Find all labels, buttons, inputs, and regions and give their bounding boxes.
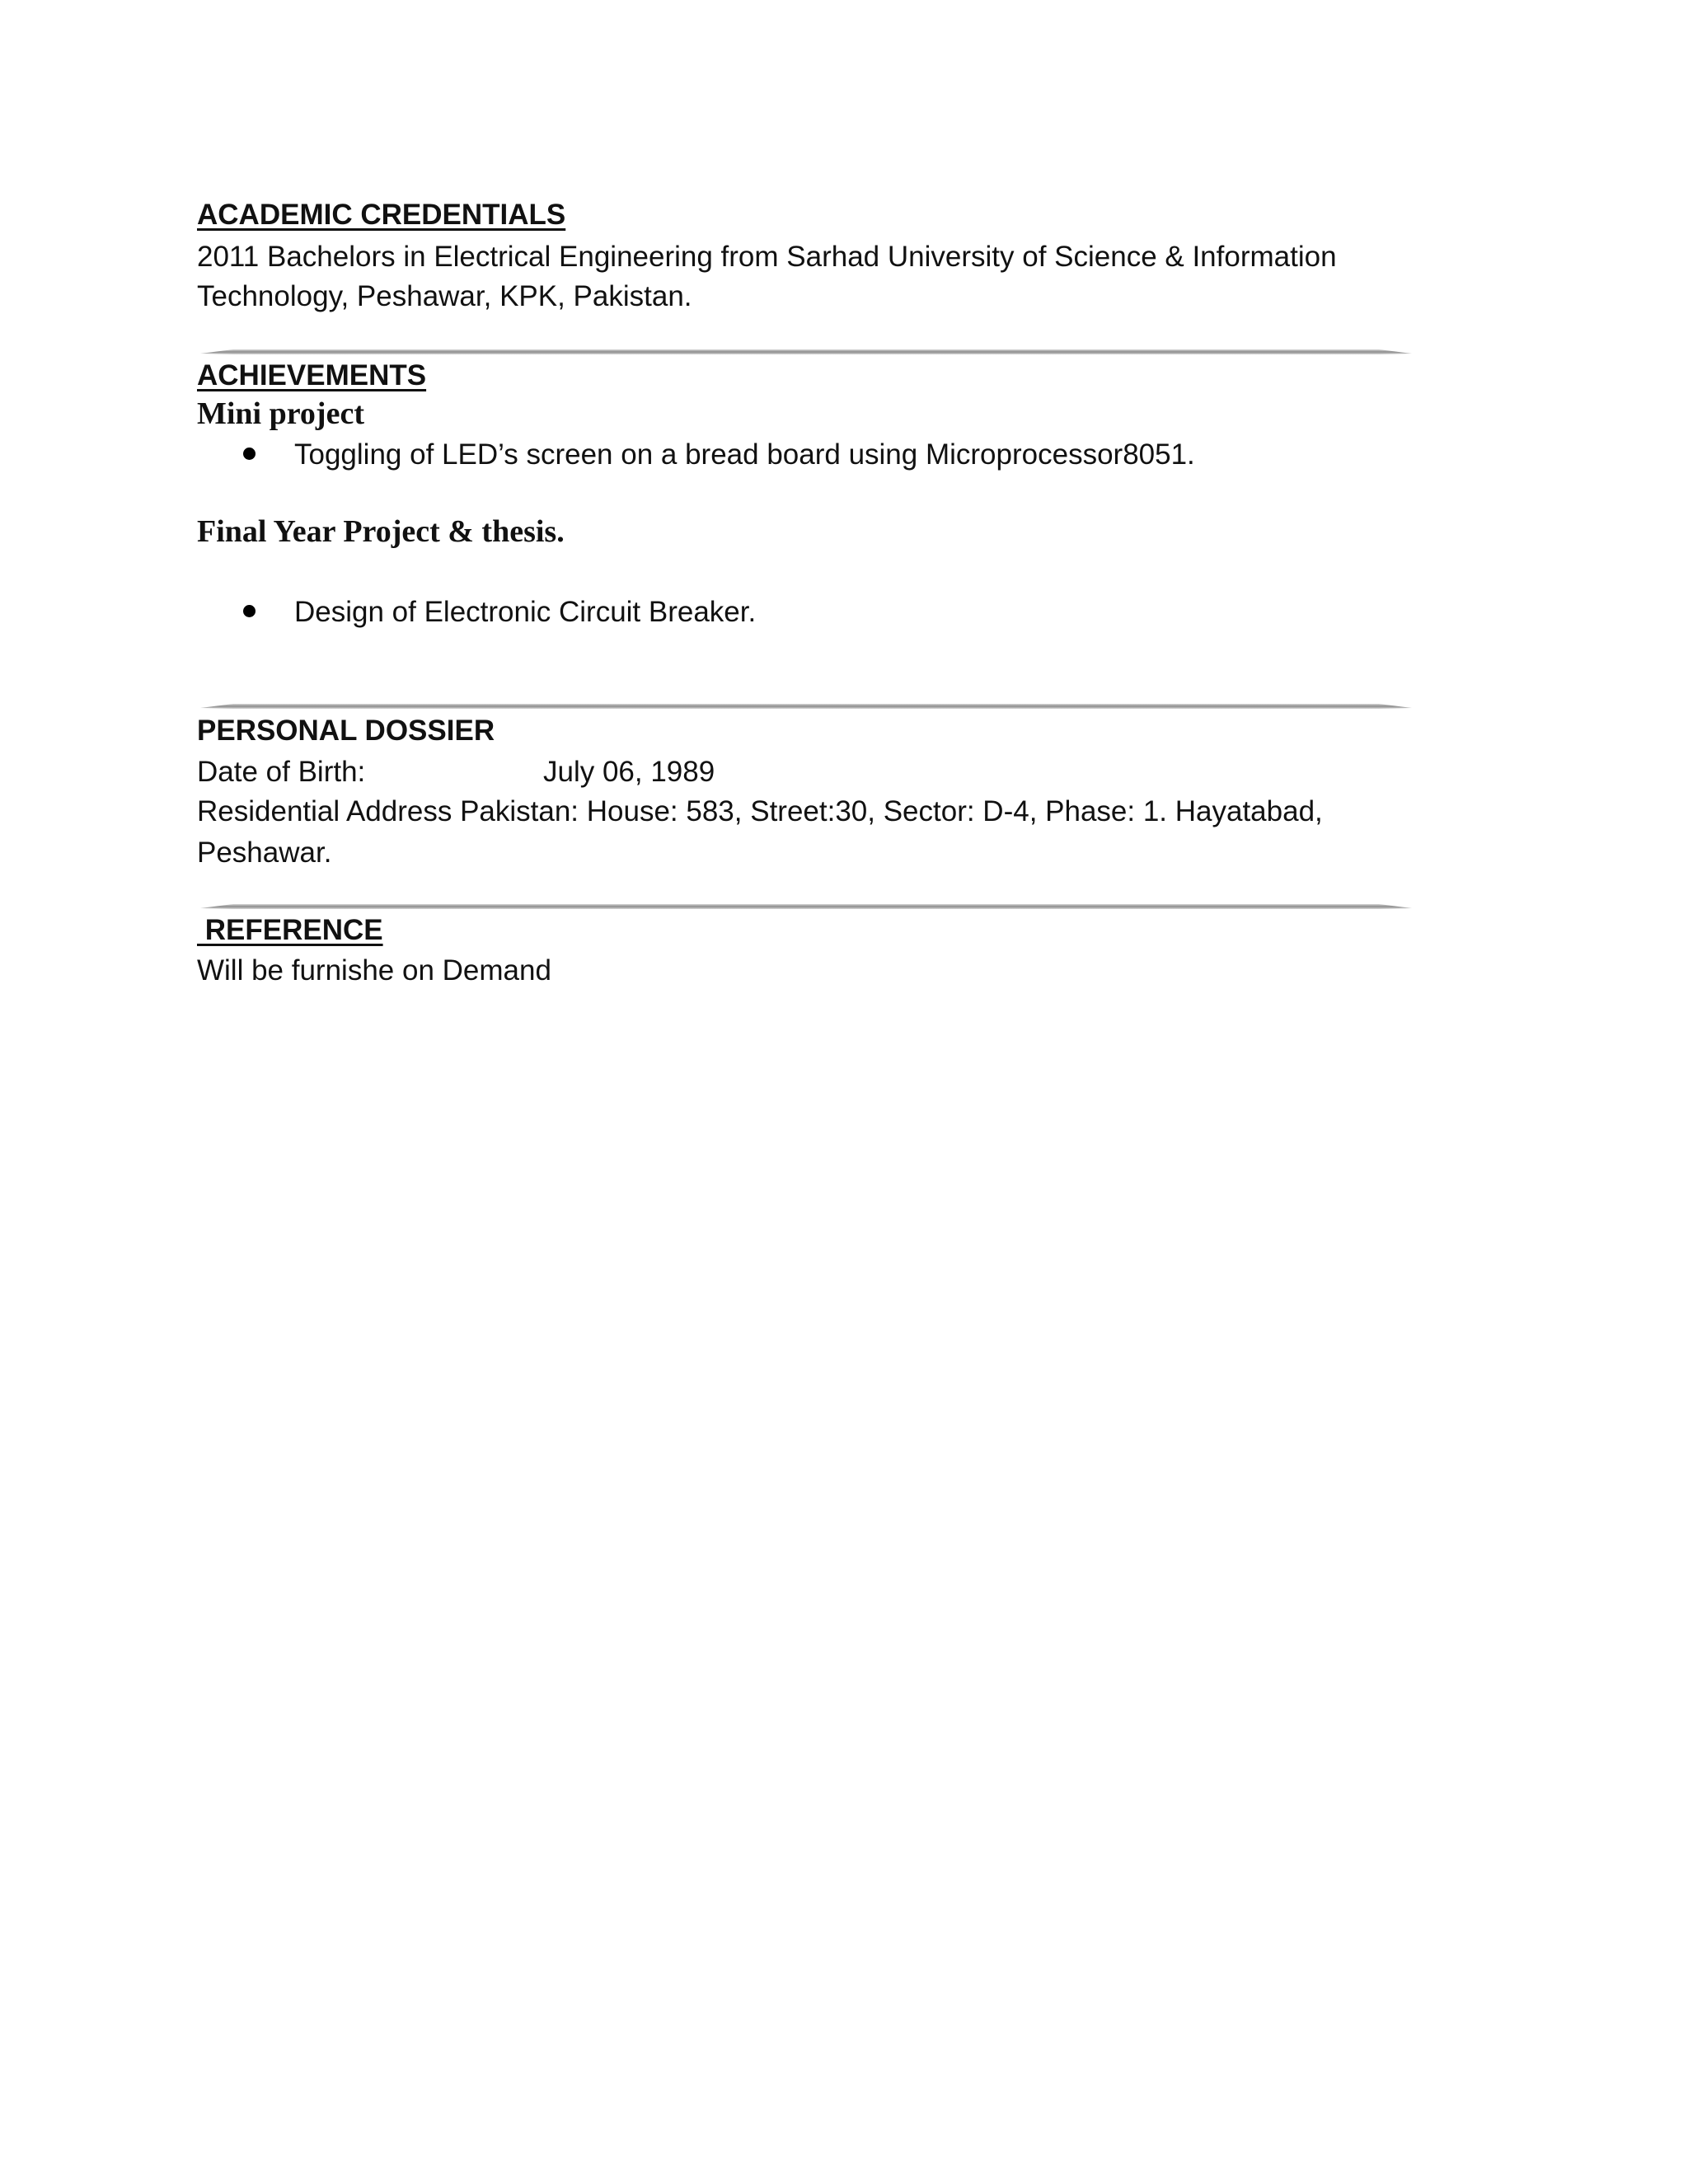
achievements-heading: ACHIEVEMENTS bbox=[197, 359, 427, 391]
reference-heading: REFERENCE bbox=[197, 914, 383, 946]
dob-row bbox=[197, 752, 715, 792]
mini-project-item: Toggling of LED’s screen on a bread board using Microprocessor8051. bbox=[294, 438, 1195, 471]
academic-line-2: Technology, Peshawar, KPK, Pakistan. bbox=[197, 280, 692, 312]
dob-value: July 06, 1989 bbox=[543, 756, 715, 788]
personal-dossier-heading: PERSONAL DOSSIER bbox=[197, 715, 495, 747]
reference-text: Will be furnishe on Demand bbox=[197, 954, 551, 987]
dob-label: Date of Birth: bbox=[197, 756, 366, 788]
address-line-2: Peshawar. bbox=[197, 837, 332, 869]
fyp-item: Design of Electronic Circuit Breaker. bbox=[294, 596, 757, 628]
address-line-1: Residential Address Pakistan: House: 583, Street:30, Sector: D-4, Phase: 1. Hayatabad, bbox=[197, 795, 1323, 827]
bullet-icon bbox=[243, 605, 256, 617]
section-divider bbox=[200, 703, 1412, 710]
academic-credentials-heading: ACADEMIC CREDENTIALS bbox=[197, 199, 566, 231]
section-divider bbox=[200, 349, 1412, 355]
fyp-title: Final Year Project & thesis. bbox=[197, 514, 565, 549]
bullet-icon bbox=[243, 448, 256, 460]
section-divider bbox=[200, 903, 1412, 910]
academic-line-1: 2011 Bachelors in Electrical Engineering from Sarhad University of Science & Information bbox=[197, 241, 1337, 273]
mini-project-title: Mini project bbox=[197, 396, 364, 431]
